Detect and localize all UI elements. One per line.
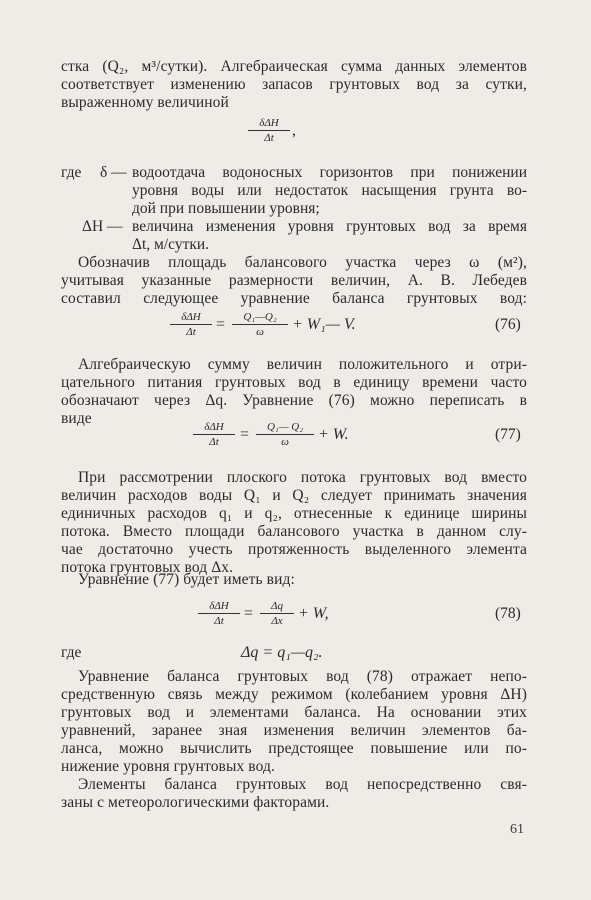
fraction-numerator: δΔH <box>198 600 240 614</box>
eq77-tail: + W. <box>318 426 349 443</box>
fraction-numerator: Δq <box>260 600 294 614</box>
text-line: величин расходов воды Q₁ и Q₂ следует принимать значения <box>61 487 527 504</box>
text-line: стка (Q₂, м³/сутки). Алгебраическая сумма данных элементов <box>61 58 527 75</box>
equals-sign: = <box>244 605 254 622</box>
text-line: ланса, можно вычислить предстоящее повышение или по- <box>61 740 527 757</box>
eq78-lhs-fraction <box>198 600 240 627</box>
fraction-numerator: δΔH <box>248 117 290 131</box>
text-line: Уравнение баланса грунтовых вод (78) отражает непо- <box>78 668 527 685</box>
text-line: заны с метеорологическими факторами. <box>61 794 330 811</box>
where-label: где <box>61 164 82 181</box>
fraction-numerator: Q₁— Q₂ <box>256 421 314 435</box>
fraction-numerator: Q₁—Q₂ <box>232 311 288 325</box>
definition-term-delta: δ — <box>100 164 127 181</box>
text-line: цательного питания грунтовых вод в единицу времени часто <box>61 374 527 391</box>
text-line: учитывая указанные размерности величин, А. В. Лебедев <box>61 272 527 289</box>
text-line: уравнений, заранее зная изменения величин элементов ба- <box>61 722 527 739</box>
definition-line: Δt, м/сутки. <box>132 236 210 253</box>
equals-sign: = <box>216 316 226 333</box>
eq76-lhs-fraction <box>170 311 212 338</box>
eq77-number: (77) <box>495 426 521 443</box>
eq76-number: (76) <box>495 316 521 333</box>
eq76-tail: + W₁— V. <box>292 316 356 333</box>
fraction-denominator: ω <box>281 436 289 448</box>
eq76-rhs-fraction <box>232 311 288 338</box>
eq78-number: (78) <box>495 605 521 622</box>
fraction-denominator: Δx <box>271 615 283 627</box>
definition-line: водоотдача водоносных горизонтов при понижении <box>132 164 527 181</box>
text-line: Уравнение (77) будет иметь вид: <box>78 571 295 588</box>
fraction-denominator: Δt <box>209 436 219 448</box>
dq-equation: Δq = q₁—q₂. <box>241 644 323 661</box>
text-line: обозначают через Δq. Уравнение (76) можно переписать в <box>61 392 527 409</box>
fraction-tail: , <box>292 122 296 139</box>
text-line: составил следующее уравнение баланса грунтовых вод: <box>61 290 527 307</box>
text-line: Элементы баланса грунтовых вод непосредственно свя- <box>78 776 527 793</box>
text-line: Обозначив площадь балансового участка через ω (м²), <box>78 254 527 271</box>
equals-sign: = <box>240 426 250 443</box>
fraction-dh-dt <box>248 117 290 144</box>
text-line: потока грунтовых вод Δx. <box>61 559 234 576</box>
eq77-rhs-fraction <box>256 421 314 448</box>
eq77-lhs-fraction <box>193 421 235 448</box>
definition-term-dh: ΔH — <box>82 218 123 235</box>
text-line: выраженному величиной <box>61 94 229 111</box>
definition-line: уровня воды или недостаток насыщения грунта во- <box>132 182 527 199</box>
fraction-denominator: Δt <box>264 132 274 144</box>
text-line: нижение уровня грунтовых вод. <box>61 758 275 775</box>
definition-line: дой при повышении уровня; <box>132 200 320 217</box>
text-line: При рассмотрении плоского потока грунтовых вод вместо <box>78 469 527 486</box>
fraction-numerator: δΔH <box>170 311 212 325</box>
definition-line: величина изменения уровня грунтовых вод за время <box>132 218 527 235</box>
text-line: потока. Вместо площади балансового участка в данном слу- <box>61 523 527 540</box>
text-line: соответствует изменению запасов грунтовых вод за сутки, <box>61 76 527 93</box>
text-line: единичных расходов q₁ и q₂, отнесенные к единице ширины <box>61 505 527 522</box>
page-number: 61 <box>510 822 524 837</box>
where-label: где <box>61 644 82 661</box>
text-line: чае достаточно учесть протяженность выделенного элемента <box>61 541 527 558</box>
fraction-denominator: Δt <box>186 326 196 338</box>
fraction-denominator: ω <box>256 326 264 338</box>
fraction-denominator: Δt <box>214 615 224 627</box>
eq78-rhs-fraction <box>260 600 294 627</box>
text-line: виде <box>61 410 92 427</box>
text-line: Алгебраическую сумму величин положительного и отри- <box>78 356 527 373</box>
text-line: грунтовых вод и элементами баланса. На основании этих <box>61 704 527 721</box>
text-line: средственную связь между режимом (колебанием уровня ΔH) <box>61 686 527 703</box>
fraction-numerator: δΔH <box>193 421 235 435</box>
eq78-tail: + W, <box>298 605 329 622</box>
